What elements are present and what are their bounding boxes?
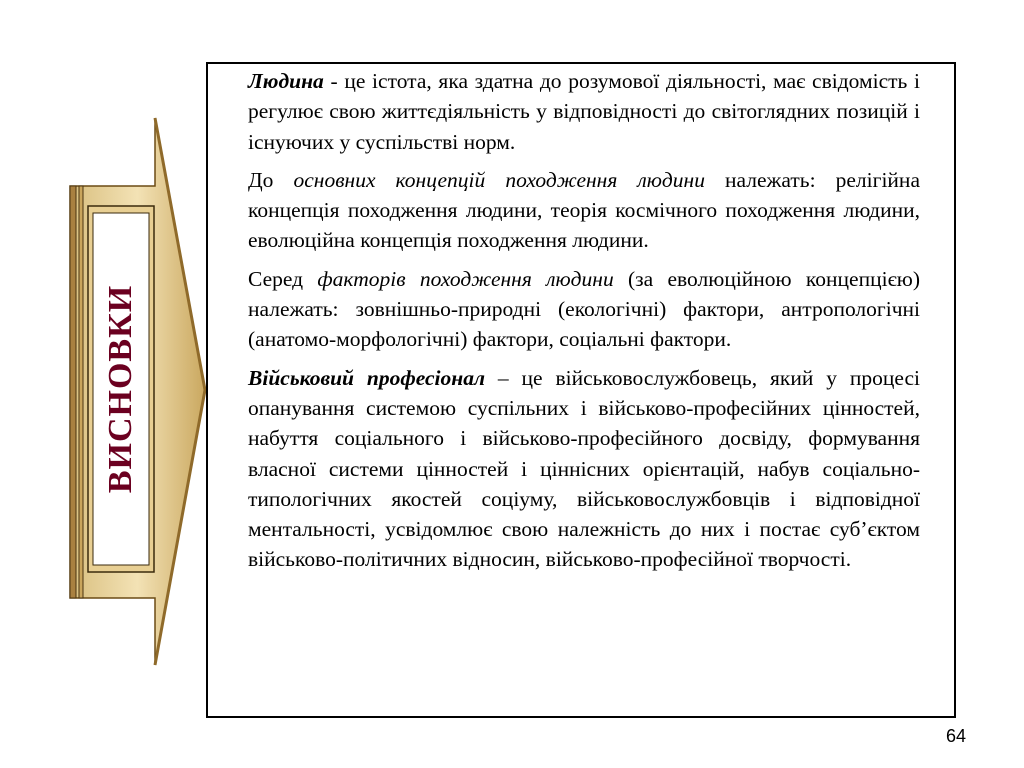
paragraph [248, 66, 920, 157]
paragraph [248, 363, 920, 575]
conclusions-text [248, 66, 920, 575]
paragraph [248, 165, 920, 256]
paragraph-text: – це військовослужбовець, який у процесі опанування системою суспільних і військово-професійних цінностей, набуття соціального і військово-професійного досвіду, формування власної системи цінностей і ціннісних орієнтацій, набув соціально-типологічних якостей соціуму, військовослужбовців і відповідної ментальності, усвідомлює свою належність до них і постає суб’єктом військово-політичних відносин, військово-професійної творчості. [248, 365, 920, 572]
emphasis-text: факторів походження людини [317, 266, 614, 291]
term-text: Людина [248, 69, 324, 93]
term-text: Військовий професіонал [248, 365, 485, 390]
paragraph-text: належать: релігійна концепція походження людини, теорія космічного походження людини, еволюційна концепція походження людини. [248, 167, 920, 253]
paragraph [248, 264, 920, 355]
side-title: ВИСНОВКИ [102, 284, 140, 494]
arrow-rail-outer [70, 186, 76, 598]
page-number: 64 [945, 726, 966, 746]
side-title-wrap [93, 213, 149, 565]
paragraph-text: До [248, 167, 294, 192]
emphasis-text: основних концепцій походження людини [293, 167, 705, 192]
paragraph-text: - це істота, яка здатна до розумової діяльності, має свідомість і регулює свою життєдіяльність у відповідності до світоглядних позицій і існуючих у суспільстві норм. [248, 69, 920, 154]
paragraph-text: (за еволюційною концепцією) належать: зовнішньо-природні (екологічні) фактори, антропологічні (анатомо-морфологічні) фактори, соціальні фактори. [248, 266, 921, 352]
paragraph-text: Серед [248, 266, 318, 291]
arrow-rail-inner [79, 186, 83, 598]
